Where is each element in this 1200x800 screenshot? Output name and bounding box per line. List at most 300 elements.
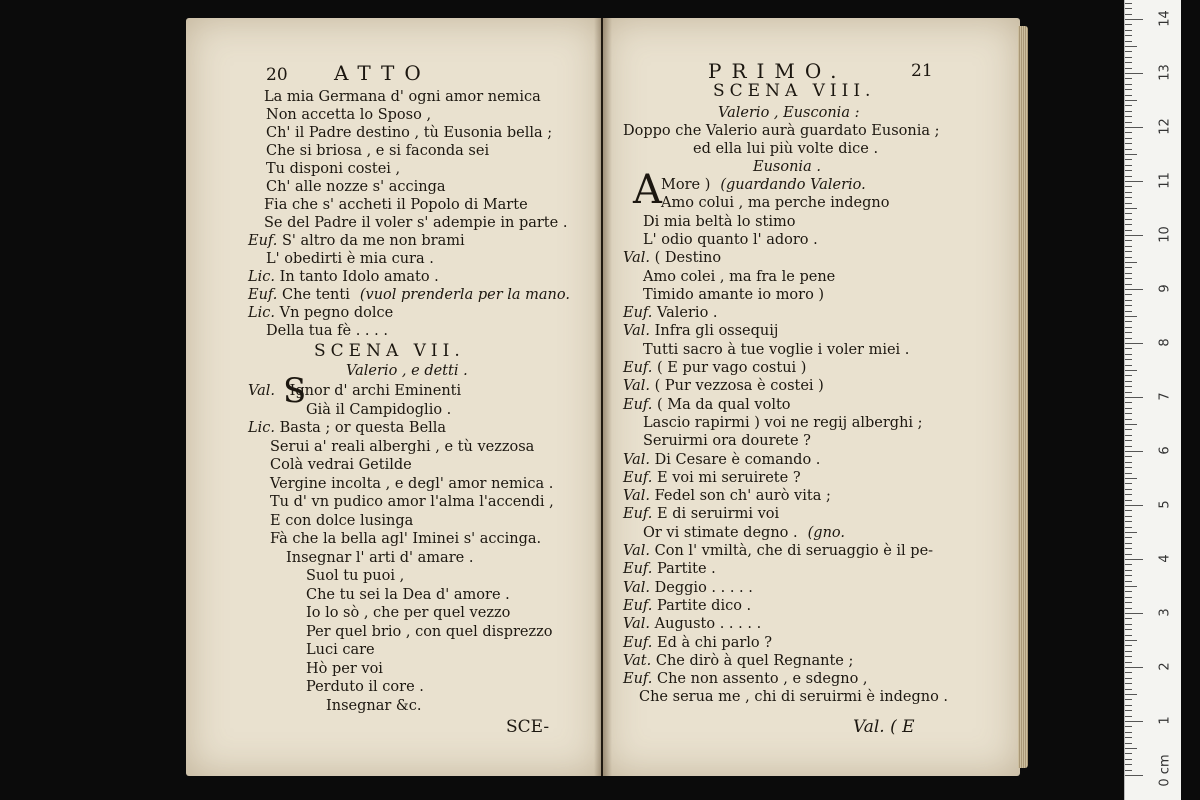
line-text: Colà vedrai Getilde	[270, 457, 412, 473]
ruler-tick	[1125, 683, 1132, 684]
text-line	[623, 469, 801, 487]
text-line	[623, 560, 716, 578]
line-text: Infra gli ossequij	[654, 323, 779, 340]
line-text: Insegnar &c.	[326, 697, 422, 714]
text-line	[306, 401, 451, 419]
ruler-tick	[1125, 494, 1132, 495]
ruler-tick	[1125, 332, 1132, 333]
ruler-tick	[1125, 575, 1132, 576]
left-page	[186, 18, 601, 776]
speaker-label: Euf.	[623, 469, 657, 486]
text-line	[661, 176, 866, 194]
ruler-tick	[1125, 257, 1132, 258]
line-text: More )	[661, 177, 711, 193]
ruler-tick	[1125, 305, 1132, 306]
text-line	[286, 549, 473, 567]
text-line	[623, 322, 778, 340]
ruler-tick	[1125, 516, 1132, 517]
stage-direction: Doppo che Valerio aurà guardato Eusonia ;	[623, 123, 940, 139]
ruler-tick	[1125, 100, 1137, 101]
ruler-tick	[1125, 30, 1132, 31]
stage-direction: (vuol prenderla per la mano.	[359, 287, 570, 303]
ruler-tick	[1125, 386, 1132, 387]
text-line	[623, 249, 721, 267]
ruler-tick	[1125, 645, 1132, 646]
ruler-tick	[1125, 89, 1132, 90]
scene-viii-title: SCENA VIII.	[713, 81, 876, 101]
ruler-tick	[1125, 73, 1143, 74]
text-line: Se del Padre il voler s' adempie in parte .	[264, 215, 568, 231]
ruler-tick	[1125, 435, 1132, 436]
text-line: Non accetta lo Sposo ,	[266, 107, 432, 123]
ruler-tick	[1125, 143, 1132, 144]
ruler-tick	[1125, 667, 1143, 668]
text-line	[623, 396, 791, 414]
ruler-tick	[1125, 84, 1132, 85]
line-text: Di mia beltà lo stimo	[643, 213, 796, 230]
ruler-number: 10	[1157, 226, 1173, 243]
drop-cap: A	[633, 167, 662, 213]
ruler-number: 11	[1157, 172, 1173, 189]
left-page-number: 20	[266, 65, 288, 85]
ruler-tick	[1125, 732, 1132, 733]
ruler-tick	[1125, 618, 1132, 619]
line-text: Amo colei , ma fra le pene	[643, 268, 836, 285]
stage-direction: (gno.	[807, 524, 845, 541]
ruler-tick	[1125, 284, 1132, 285]
text-line: Tu disponi costei ,	[266, 161, 401, 177]
ruler-tick	[1125, 132, 1132, 133]
ruler-tick	[1125, 149, 1132, 150]
line-text: Tu d' vn pudico amor l'alma l'accendi ,	[270, 494, 554, 510]
text-line	[270, 530, 541, 548]
ruler-tick	[1125, 57, 1132, 58]
ruler-tick	[1125, 116, 1132, 117]
text-line	[623, 579, 753, 597]
ruler-tick	[1125, 354, 1132, 355]
line-text: Fà che la bella agl' Iminei s' accinga.	[270, 531, 542, 547]
ruler-tick	[1125, 359, 1132, 360]
ruler-tick	[1125, 41, 1132, 42]
line-text: Fedel son ch' aurò vita ;	[654, 488, 831, 505]
ruler-tick	[1125, 240, 1132, 241]
text-line	[661, 194, 890, 212]
ruler-tick	[1125, 699, 1132, 700]
ruler-tick	[1125, 370, 1137, 371]
text-line	[623, 359, 806, 377]
speaker-label: Euf.	[623, 305, 657, 322]
text-line: Ch' alle nozze s' accinga	[266, 179, 446, 195]
ruler-tick	[1125, 46, 1137, 47]
text-line	[623, 451, 820, 469]
ruler-tick	[1125, 381, 1132, 382]
speaker-label: Val.	[623, 323, 655, 340]
text-line	[623, 542, 933, 560]
ruler-tick	[1125, 602, 1132, 603]
text-line	[643, 231, 818, 249]
right-page-number: 21	[911, 61, 933, 81]
ruler-tick	[1125, 262, 1137, 263]
ruler-tick	[1125, 197, 1132, 198]
line-text: Amo colui , ma perche indegno	[661, 195, 890, 212]
speaker-label: Lic.	[248, 269, 280, 285]
ruler-tick	[1125, 662, 1132, 663]
ruler-tick	[1125, 743, 1132, 744]
line-text: Vergine incolta , e degl' amor nemica .	[270, 475, 554, 492]
ruler-tick	[1125, 235, 1143, 236]
ruler-tick	[1125, 721, 1143, 722]
ruler-number: 13	[1157, 64, 1173, 81]
ruler-tick	[1125, 300, 1132, 301]
ruler-tick	[1125, 478, 1137, 479]
speaker-label: Euf.	[623, 506, 657, 523]
ruler-tick	[1125, 78, 1132, 79]
text-line	[248, 286, 570, 304]
ruler-tick	[1125, 597, 1132, 598]
ruler-tick	[1125, 473, 1132, 474]
speaker-heading: Eusonia .	[753, 159, 821, 175]
text-line	[270, 493, 554, 511]
ruler-tick	[1125, 365, 1132, 366]
ruler-number: 9	[1157, 284, 1173, 293]
ruler-tick	[1125, 613, 1143, 614]
line-text: Che dirò à quel Regnante ;	[655, 652, 854, 669]
ruler-tick	[1125, 446, 1132, 447]
open-book	[186, 18, 1026, 776]
ruler-tick	[1125, 311, 1132, 312]
line-text: Or vi stimate degno .	[643, 524, 798, 541]
speaker-label: Euf.	[248, 233, 282, 249]
ruler-tick	[1125, 181, 1143, 182]
line-text: Augusto . . . . .	[654, 616, 762, 633]
line-text: Ed à chi parlo ?	[657, 634, 773, 651]
ruler-tick	[1125, 527, 1132, 528]
speaker-label: Euf.	[623, 634, 657, 651]
ruler-tick	[1125, 537, 1132, 538]
text-line: Fia che s' accheti il Popolo di Marte	[264, 197, 528, 213]
ruler-tick	[1125, 775, 1143, 776]
ruler-tick	[1125, 8, 1132, 9]
ruler-number: 6	[1157, 446, 1173, 455]
speaker-label: Lic.	[248, 305, 280, 321]
text-line	[266, 322, 388, 340]
line-text: Ignor d' archi Eminenti	[289, 383, 462, 399]
ruler-tick	[1125, 753, 1132, 754]
ruler-tick	[1125, 689, 1132, 690]
measurement-ruler	[1124, 0, 1181, 800]
line-text: Basta ; or questa Bella	[279, 420, 447, 436]
ruler-tick	[1125, 705, 1132, 706]
text-line	[623, 670, 868, 688]
catchword: Val. ( E	[853, 717, 915, 737]
ruler-tick	[1125, 748, 1137, 749]
text-line	[623, 505, 779, 523]
ruler-tick	[1125, 186, 1132, 187]
ruler-number: 2	[1157, 662, 1173, 671]
text-line	[623, 304, 718, 322]
ruler-tick	[1125, 726, 1132, 727]
text-line	[306, 586, 510, 604]
line-text: Con l' vmiltà, che di seruaggio è il pe-	[654, 543, 934, 559]
ruler-tick	[1125, 122, 1132, 123]
ruler-tick	[1125, 559, 1143, 560]
ruler-tick	[1125, 694, 1137, 695]
ruler-tick	[1125, 62, 1132, 63]
line-text: Che tenti	[282, 287, 350, 303]
ruler-tick	[1125, 19, 1143, 20]
ruler-tick	[1125, 154, 1137, 155]
speaker-label: Euf.	[623, 360, 657, 376]
text-line	[643, 268, 835, 286]
ruler-tick	[1125, 419, 1132, 420]
ruler-tick	[1125, 521, 1132, 522]
ruler-tick	[1125, 678, 1132, 679]
text-line	[643, 432, 811, 450]
text-line	[306, 604, 510, 622]
stage-direction: ed ella lui più volte dice .	[693, 141, 879, 157]
text-line	[639, 688, 948, 706]
ruler-number: 14	[1157, 10, 1173, 27]
text-line	[248, 304, 393, 322]
speaker-label: Euf.	[623, 597, 657, 614]
ruler-tick	[1125, 489, 1132, 490]
ruler-tick	[1125, 456, 1132, 457]
drop-cap: S	[283, 371, 307, 411]
line-text: L' obedirti è mia cura .	[266, 251, 434, 267]
line-text: ( Ma da qual volto	[657, 396, 791, 413]
line-text: Vn pegno dolce	[279, 305, 394, 321]
speaker-label: Euf.	[623, 396, 657, 413]
line-text: Della tua fè . . . .	[266, 323, 388, 339]
ruler-tick	[1125, 532, 1137, 533]
ruler-number: 4	[1157, 554, 1173, 563]
ruler-tick	[1125, 570, 1132, 571]
ruler-tick	[1125, 316, 1137, 317]
ruler-tick	[1125, 564, 1132, 565]
text-line	[248, 382, 461, 400]
line-text: E di seruirmi voi	[657, 506, 780, 523]
ruler-tick	[1125, 451, 1143, 452]
text-line: La mia Germana d' ogni amor nemica	[264, 89, 541, 105]
ruler-tick	[1125, 24, 1132, 25]
ruler-tick	[1125, 267, 1132, 268]
ruler-tick	[1125, 429, 1132, 430]
ruler-tick	[1125, 770, 1132, 771]
speaker-label: Val.	[623, 250, 655, 267]
text-line	[306, 660, 383, 678]
ruler-tick	[1125, 51, 1132, 52]
ruler-tick	[1125, 737, 1132, 738]
text-line	[306, 641, 375, 659]
text-line	[623, 487, 831, 505]
line-text: Partite dico .	[657, 597, 752, 614]
speaker-label: Euf.	[248, 287, 282, 303]
line-text: Luci care	[306, 642, 375, 658]
ruler-tick	[1125, 759, 1132, 760]
ruler-tick	[1125, 656, 1132, 657]
ruler-tick	[1125, 348, 1132, 349]
ruler-tick	[1125, 586, 1137, 587]
speaker-label: Vat.	[623, 652, 656, 669]
line-text: Già il Campidoglio .	[306, 401, 452, 418]
text-line	[270, 475, 553, 493]
text-line	[266, 250, 434, 268]
text-line	[306, 678, 424, 696]
line-text: Seruirmi ora dourete ?	[643, 433, 811, 450]
ruler-tick	[1125, 483, 1132, 484]
scene-viii-characters: Valerio , Eusconia :	[718, 105, 860, 121]
ruler-tick	[1125, 105, 1132, 106]
speaker-label: Val.	[623, 378, 655, 395]
ruler-tick	[1125, 510, 1132, 511]
ruler-tick	[1125, 651, 1132, 652]
right-page	[603, 18, 1020, 776]
line-text: E con dolce lusinga	[270, 512, 414, 529]
ruler-tick	[1125, 95, 1132, 96]
ruler-tick	[1125, 375, 1132, 376]
ruler-tick	[1125, 273, 1132, 274]
ruler-tick	[1125, 554, 1132, 555]
ruler-tick	[1125, 624, 1132, 625]
speaker-label: Val.	[623, 488, 655, 505]
text-line	[643, 286, 824, 304]
ruler-tick	[1125, 408, 1132, 409]
ruler-tick	[1125, 251, 1132, 252]
ruler-tick	[1125, 338, 1132, 339]
ruler-tick	[1125, 462, 1132, 463]
line-text: S' altro da me non brami	[282, 233, 465, 249]
speaker-label: Val.	[623, 616, 655, 633]
line-text: Timido amante io moro )	[643, 286, 825, 303]
line-text: Che serua me , chi di seruirmi è indegno .	[639, 689, 949, 706]
ruler-number: 12	[1157, 118, 1173, 135]
ruler-tick	[1125, 635, 1132, 636]
ruler-tick	[1125, 343, 1143, 344]
text-line	[326, 697, 422, 715]
page-edges	[1018, 26, 1028, 768]
text-line	[623, 652, 853, 670]
ruler-unit-label: 0 cm	[1157, 754, 1173, 787]
ruler-tick	[1125, 440, 1132, 441]
text-line	[270, 438, 534, 456]
line-text: Io lo sò , che per quel vezzo	[306, 605, 511, 621]
speaker-label: Euf.	[623, 671, 657, 688]
stage-direction: (guardando Valerio.	[720, 177, 866, 193]
text-line	[270, 456, 412, 474]
speaker-label: Lic.	[248, 420, 280, 436]
text-line	[623, 634, 772, 652]
text-line	[248, 268, 439, 286]
line-text: Tutti sacro à tue voglie i voler miei .	[643, 341, 910, 358]
line-text: ( E pur vago costui )	[657, 360, 807, 376]
ruler-tick	[1125, 716, 1132, 717]
ruler-number: 3	[1157, 608, 1173, 617]
speaker-label: Val.	[623, 543, 655, 559]
line-text: Deggio . . . . .	[654, 579, 753, 596]
ruler-tick	[1125, 413, 1132, 414]
ruler-tick	[1125, 327, 1132, 328]
ruler-tick	[1125, 165, 1132, 166]
ruler-tick	[1125, 321, 1132, 322]
text-line	[623, 615, 761, 633]
line-text: Che non assento , e sdegno ,	[657, 671, 868, 688]
line-text: L' odio quanto l' adoro .	[643, 231, 818, 248]
ruler-tick	[1125, 591, 1132, 592]
ruler-tick	[1125, 543, 1132, 544]
ruler-tick	[1125, 127, 1143, 128]
ruler-tick	[1125, 192, 1132, 193]
text-line	[306, 567, 404, 585]
line-text: In tanto Idolo amato .	[279, 269, 439, 285]
line-text: Valerio .	[657, 305, 718, 322]
ruler-tick	[1125, 208, 1137, 209]
left-running-head: ATTO	[334, 61, 431, 85]
ruler-tick	[1125, 35, 1132, 36]
ruler-tick	[1125, 3, 1132, 4]
right-running-head: PRIMO.	[708, 59, 847, 83]
line-text: Di Cesare è comando .	[654, 451, 821, 468]
line-text: Perduto il core .	[306, 679, 424, 695]
ruler-tick	[1125, 392, 1132, 393]
text-line	[270, 512, 413, 530]
line-text: Hò per voi	[306, 660, 383, 677]
ruler-tick	[1125, 424, 1137, 425]
ruler-tick	[1125, 581, 1132, 582]
line-text: Serui a' reali alberghi , e tù vezzosa	[270, 438, 535, 455]
ruler-tick	[1125, 159, 1132, 160]
catchword: SCE-	[506, 717, 550, 737]
ruler-tick	[1125, 764, 1132, 765]
scene-vii-characters: Valerio , e detti .	[346, 363, 468, 379]
ruler-tick	[1125, 640, 1137, 641]
line-text: ( Pur vezzosa è costei )	[654, 378, 824, 395]
text-line	[623, 377, 824, 395]
ruler-tick	[1125, 294, 1132, 295]
ruler-tick	[1125, 710, 1132, 711]
line-text: Insegnar l' arti d' amare .	[286, 549, 474, 566]
ruler-tick	[1125, 219, 1132, 220]
ruler-tick	[1125, 548, 1132, 549]
text-line	[248, 419, 446, 437]
ruler-tick	[1125, 505, 1143, 506]
text-line: Che si briosa , e si faconda sei	[266, 143, 490, 159]
line-text: Che tu sei la Dea d' amore .	[306, 586, 510, 603]
ruler-tick	[1125, 467, 1132, 468]
ruler-tick	[1125, 14, 1132, 15]
scene-vii-title: SCENA VII.	[314, 341, 465, 361]
ruler-number: 5	[1157, 500, 1173, 509]
ruler-tick	[1125, 213, 1132, 214]
ruler-tick	[1125, 203, 1132, 204]
ruler-tick	[1125, 111, 1132, 112]
ruler-tick	[1125, 170, 1132, 171]
text-line	[643, 341, 909, 359]
line-text: Lascio rapirmi ) voi ne regij alberghi ;	[643, 414, 923, 431]
line-text: ( Destino	[654, 250, 722, 267]
ruler-tick	[1125, 608, 1132, 609]
ruler-tick	[1125, 289, 1143, 290]
speaker-label: Val.	[248, 383, 280, 399]
text-line: Ch' il Padre destino , tù Eusonia bella ;	[266, 125, 553, 141]
ruler-tick	[1125, 672, 1132, 673]
ruler-tick	[1125, 500, 1132, 501]
text-line	[306, 623, 553, 641]
speaker-label: Val.	[623, 451, 655, 468]
ruler-tick	[1125, 176, 1132, 177]
ruler-tick	[1125, 397, 1143, 398]
ruler-number: 8	[1157, 338, 1173, 347]
ruler-tick	[1125, 138, 1132, 139]
